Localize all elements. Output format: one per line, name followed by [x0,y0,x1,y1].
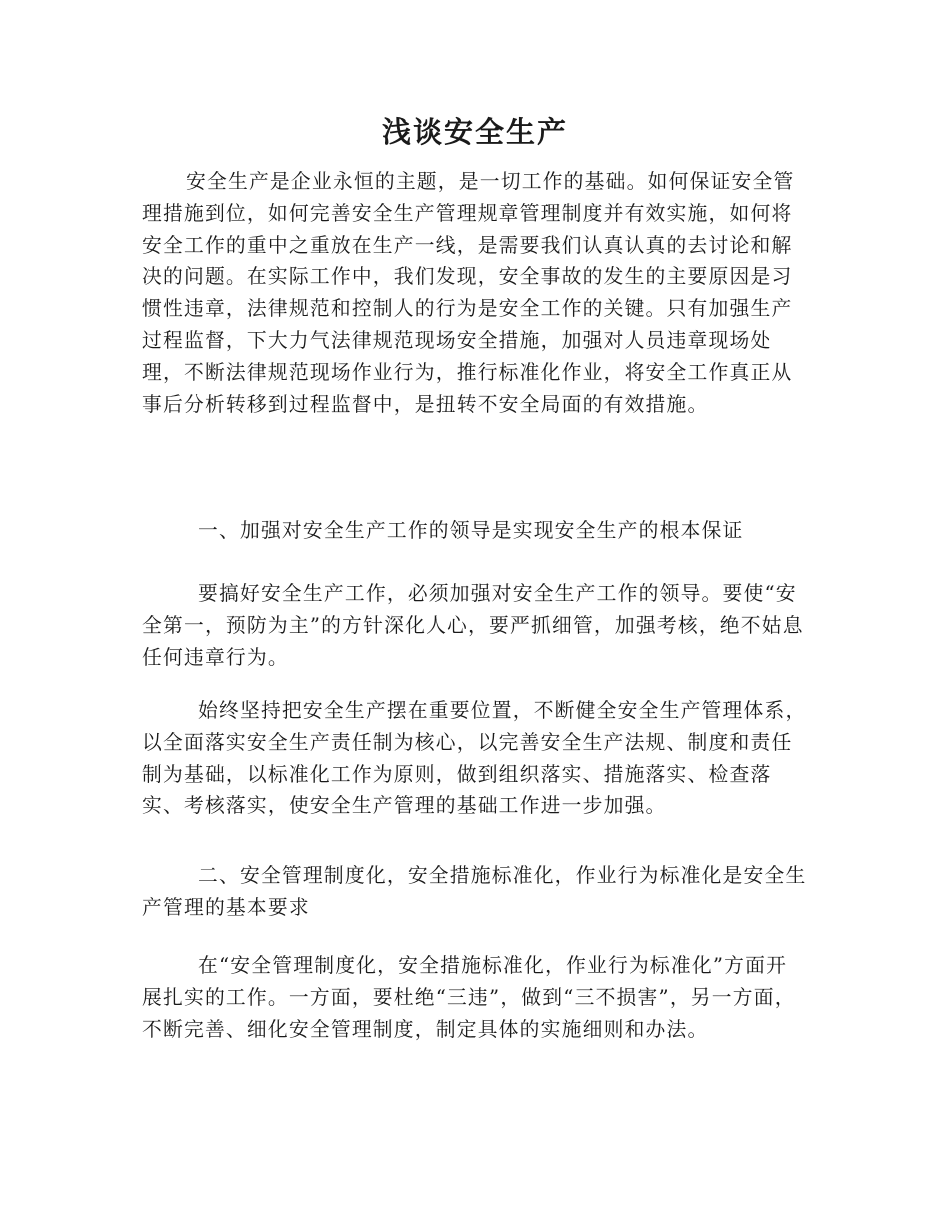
paragraph-standardization: 在“安全管理制度化，安全措施标准化，作业行为标准化”方面开展扎实的工作。一方面，要杜绝“三违”，做到“三不损害”，另一方面，不断完善、细化安全管理制度，制定具体的实施细则和办法。 [142,954,796,1041]
section-heading-1: 一、加强对安全生产工作的领导是实现安全生产的根本保证 [198,519,744,542]
paragraph-system: 始终坚持把安全生产摆在重要位置，不断健全安全生产管理体系，以全面落实安全生产责任制为核心，以完善安全生产法规、制度和责任制为基础，以标准化工作为原则，做到组织落实、措施落实、检查落实、考核落实，使安全生产管理的基础工作进一步加强。 [142,699,807,818]
paragraph-leadership: 要搞好安全生产工作，必须加强对安全生产工作的领导。要使“安全第一，预防为主”的方针深化人心，要严抓细管，加强考核，绝不姑息任何违章行为。 [142,582,804,669]
section-heading-2: 二、安全管理制度化，安全措施标准化，作业行为标准化是安全生产管理的基本要求 [142,864,807,919]
document-title: 浅谈安全生产 [381,115,568,149]
paragraph-intro: 安全生产是企业永恒的主题，是一切工作的基础。如何保证安全管理措施到位，如何完善安全生产管理规章管理制度并有效实施，如何将安全工作的重中之重放在生产一线，是需要我们认真认真的去讨论和解决的问题。在实际工作中，我们发现，安全事故的发生的主要原因是习惯性违章，法律规范和控制人的行为是安全工作的关键。只有加强生产过程监督，下大力气法律规范现场安全措施，加强对人员违章现场处理，不断法律规范现场作业行为，推行标准化作业，将安全工作真正从事后分析转移到过程监督中，是扭转不安全局面的有效措施。 [142,170,795,416]
